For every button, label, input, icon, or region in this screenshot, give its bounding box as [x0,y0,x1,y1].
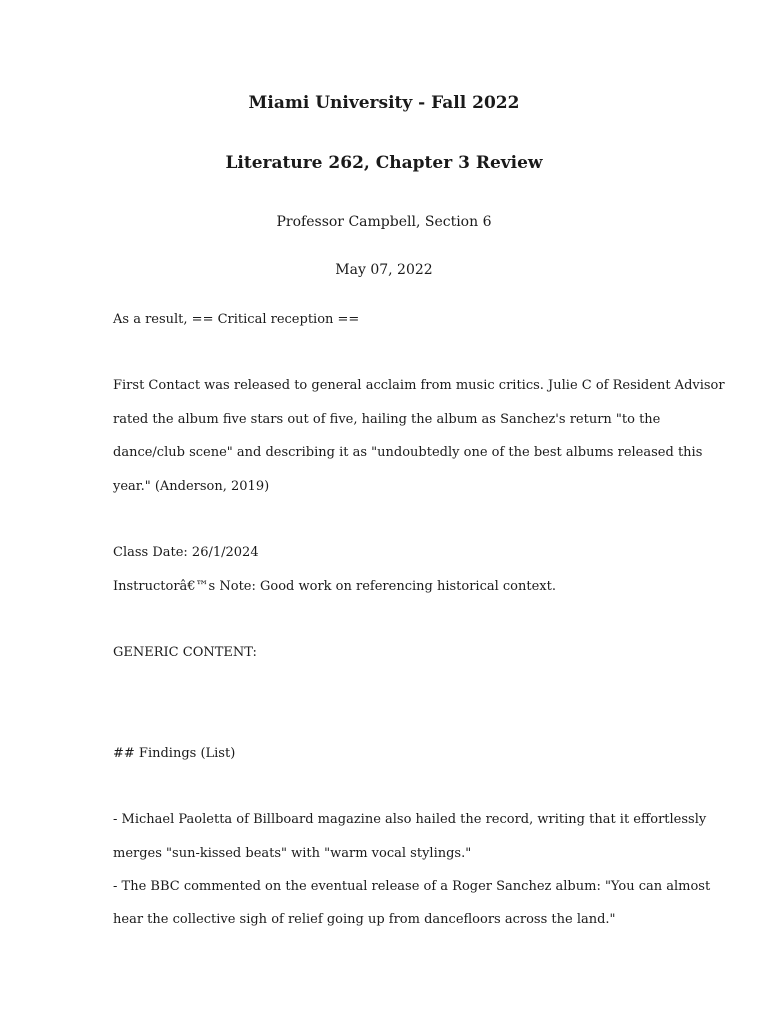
paragraph-line: rated the album five stars out of five, hailing the album as Sanchez's return "to the [113,412,661,427]
university-title: Miami University - Fall 2022 [248,93,520,113]
class-date: Class Date: 26/1/2024 [113,545,259,560]
paragraph-line: First Contact was released to general acclaim from music critics. Julie C of Resident Advisor [113,378,725,393]
intro-line: As a result, == Critical reception == [113,312,360,327]
paragraph-line: dance/club scene" and describing it as "undoubtedly one of the best albums released this [113,445,703,460]
list-item-line: - The BBC commented on the eventual release of a Roger Sanchez album: "You can almost [113,879,711,894]
generic-content-label: GENERIC CONTENT: [113,645,257,660]
list-item-line: merges "sun-kissed beats" with "warm vocal stylings." [113,846,472,861]
instructor-note: Instructorâ€™s Note: Good work on referencing historical context. [113,579,556,594]
findings-heading: ## Findings (List) [113,746,236,761]
list-item-line: hear the collective sigh of relief going up from dancefloors across the land." [113,912,616,927]
document-date: May 07, 2022 [335,262,433,278]
course-title: Literature 262, Chapter 3 Review [225,153,543,173]
professor-line: Professor Campbell, Section 6 [276,214,492,230]
list-item-line: - Michael Paoletta of Billboard magazine also hailed the record, writing that it effortlessly [113,812,707,827]
paragraph-line: year." (Anderson, 2019) [113,479,270,494]
